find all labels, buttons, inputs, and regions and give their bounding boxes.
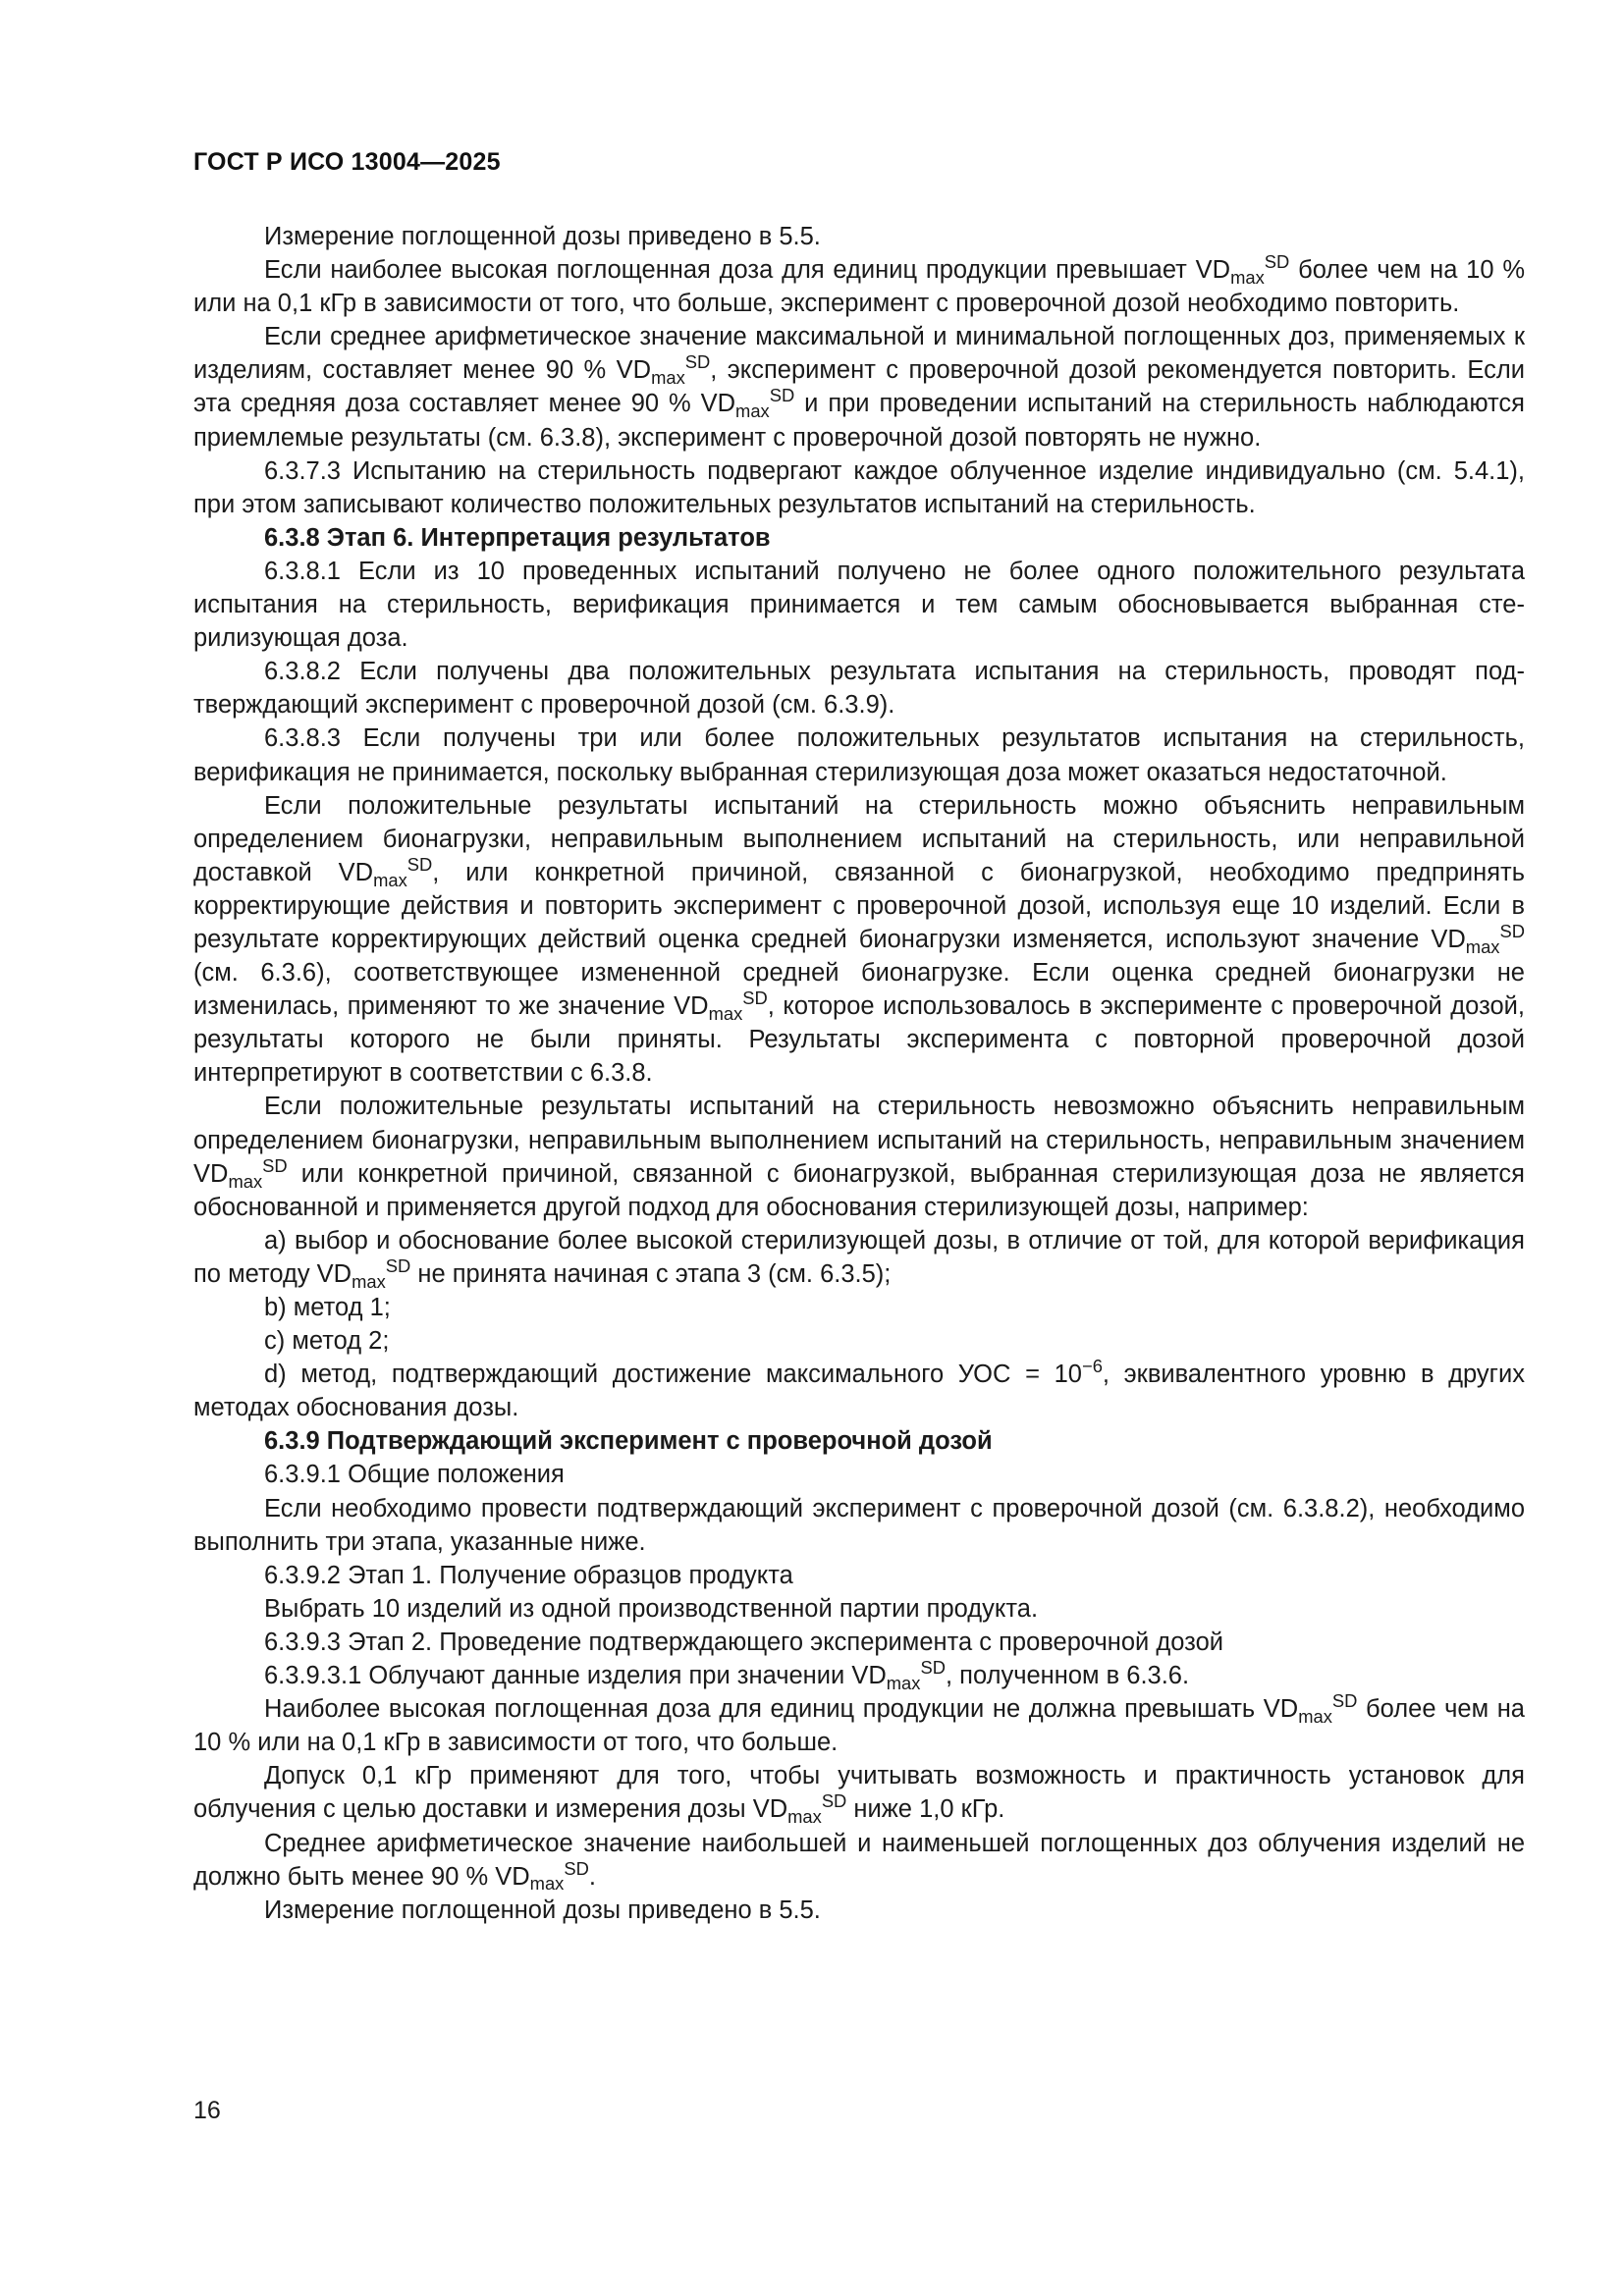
exponent: −6: [1081, 1356, 1103, 1377]
list-item-b: b) метод 1;: [264, 1294, 391, 1321]
paragraph: Если положительные результаты испытаний на стерильность можно объяснить неправильным определением бионагрузки, неправильным выполнением испытаний на стерильность, или неправильной доставкой $VD_{max}^{SD}$, или конкретной причиной, связанной с бионагрузкой, необходимо предпринять корректирующие действия и повторить эксперимент с проверочной дозой, используя еще 10 изделий. Если в результате корректирующих действий оценка средней бионагрузки изменяется, используют значение $VD_{max}^{SD}$ (см. 6.3.6), соответствующее измененной средней бионагрузке. Если оценка средней бионагрузки не изменилась, применяют то же значение $VD_{max}^{SD}$, которое использовалось в эксперименте с проверочной дозой, результаты которого не были приняты. Результаты эксперимента с повторной проверочной дозой интерпретируют в соответствии с 6.3.8.: [193, 791, 1525, 1088]
vd-max-sd-symbol: $VD_{max}^{SD}$: [700, 385, 795, 422]
standard-header: ГОСТ Р ИСО 13004—2025: [193, 148, 501, 176]
paragraph: Среднее арифметическое значение наибольшей и наименьшей поглощенных доз облучения изделий не должно быть менее 90 % $VD_{max}^{SD}$.: [193, 1829, 1525, 1895]
paragraph: Если необходимо провести подтверждающий эксперимент с проверочной дозой (см. 6.3.8.2), необходимо выполнить три этапа, указанные ниже.: [193, 1494, 1525, 1556]
vd-max-sd-symbol: $VD_{max}^{SD}$: [752, 1790, 847, 1828]
paragraph: 6.3.8.1 Если из 10 проведенных испытаний получено не более одного положительного результата испытания на стерильность, верификация принимается и тем самым обосновывается выбранная стерилизующая доза.: [193, 557, 1525, 653]
vd-max-sd-symbol: $VD_{max}^{SD}$: [1195, 251, 1290, 288]
page-number: 16: [193, 2097, 221, 2124]
paragraph: Выбрать 10 изделий из одной производственной партии продукта.: [264, 1594, 1039, 1623]
vd-max-sd-symbol: $VD_{max}^{SD}$: [1431, 920, 1525, 957]
paragraph: 6.3.9.3.1 Облучают данные изделия при значении $VD_{max}^{SD}$, полученном в 6.3.6.: [264, 1656, 1190, 1693]
vd-max-sd-symbol: $VD_{max}^{SD}$: [851, 1656, 946, 1693]
paragraph: Допуск 0,1 кГр применяют для того, чтобы учитывать возможность и практичность установок для облучения с целью доставки и измерения дозы $VD_{max}^{SD}$ ниже 1,0 кГр.: [193, 1762, 1525, 1828]
paragraph: Измерение поглощенной дозы приведено в 5.5.: [264, 223, 821, 250]
paragraph: Измерение поглощенной дозы приведено в 5.5.: [264, 1896, 821, 1924]
paragraph: Если среднее арифметическое значение максимальной и минимальной поглощенных доз, применяемых к изделиям, составляет менее 90 % $VD_{max}^{SD}$, эксперимент с проверочной дозой рекомендуется повторить. Если эта средняя доза составляет менее 90 % $VD_{max}^{SD}$ и при проведении испытаний на стерильность наблюдаются приемлемые результаты (см. 6.3.8), эксперимент с проверочной дозой повторять не нужно.: [193, 323, 1525, 452]
vd-max-sd-symbol: $VD_{max}^{SD}$: [193, 1154, 288, 1192]
vd-max-sd-symbol: $VD_{max}^{SD}$: [495, 1857, 589, 1895]
vd-max-sd-symbol: $VD_{max}^{SD}$: [316, 1255, 411, 1292]
vd-max-sd-symbol: $VD_{max}^{SD}$: [616, 351, 711, 389]
vd-max-sd-symbol: $VD_{max}^{SD}$: [1263, 1690, 1358, 1727]
list-item-c: c) метод 2;: [264, 1327, 390, 1356]
document-body: [193, 220, 1525, 1927]
paragraph: Наиболее высокая поглощенная доза для единиц продукции не должна превышать $VD_{max}^{SD}$ более чем на 10 % или на 0,1 кГр в зависимости от того, что больше.: [193, 1690, 1525, 1757]
paragraph: Если наиболее высокая поглощенная доза для единиц продукции превышает $VD_{max}^{SD}$ более чем на 10 % или на 0,1 кГр в зависимости от того, что больше, эксперимент с проверочной дозой необходимо повторить.: [193, 251, 1526, 318]
list-item-d: d) метод, подтверждающий достижение максимального УОС = $10^{-6}$, эквивалентного уровню в других методах обоснования дозы.: [193, 1356, 1525, 1422]
paragraph: 6.3.9.3 Этап 2. Проведение подтверждающего эксперимента с проверочной дозой: [264, 1628, 1223, 1656]
list-item-a: a) выбор и обоснование более высокой стерилизующей дозы, в отличие от той, для которой верификация по методу $VD_{max}^{SD}$ не принята начиная с этапа 3 (см. 6.3.5);: [193, 1226, 1525, 1292]
paragraph: 6.3.9.2 Этап 1. Получение образцов продукта: [264, 1561, 793, 1589]
paragraph: 6.3.7.3 Испытанию на стерильность подвергают каждое облученное изделие индивидуально (см. 5.4.1), при этом записывают количество положительных результатов испытаний на стерильность.: [193, 456, 1525, 518]
vd-max-sd-symbol: $VD_{max}^{SD}$: [338, 853, 433, 890]
vd-max-sd-symbol: $VD_{max}^{SD}$: [674, 988, 768, 1025]
paragraph: 6.3.8.2 Если получены два положительных результата испытания на стерильность, проводят подтверждающий эксперимент с проверочной дозой (см. 6.3.9).: [193, 658, 1525, 720]
paragraph: 6.3.9.1 Общие положения: [264, 1461, 565, 1489]
section-heading-6-3-9: 6.3.9 Подтверждающий эксперимент с проверочной дозой: [264, 1427, 993, 1456]
section-heading-6-3-8: 6.3.8 Этап 6. Интерпретация результатов: [264, 523, 771, 552]
paragraph: 6.3.8.3 Если получены три или более положительных результатов испытания на стерильность, верификация не принимается, поскольку выбранная стерилизующая доза может оказаться недостаточной.: [193, 724, 1525, 786]
paragraph: Если положительные результаты испытаний на стерильность невозможно объяснить неправильным определением бионагрузки, неправильным выполнением испытаний на стерильность, неправильным значением $VD_{max}^{SD}$ или конкретной причиной, связанной с бионагрузкой, выбранная стерилизующая доза не является обоснованной и применяется другой подход для обоснования стерилизующей дозы, например:: [193, 1093, 1525, 1221]
